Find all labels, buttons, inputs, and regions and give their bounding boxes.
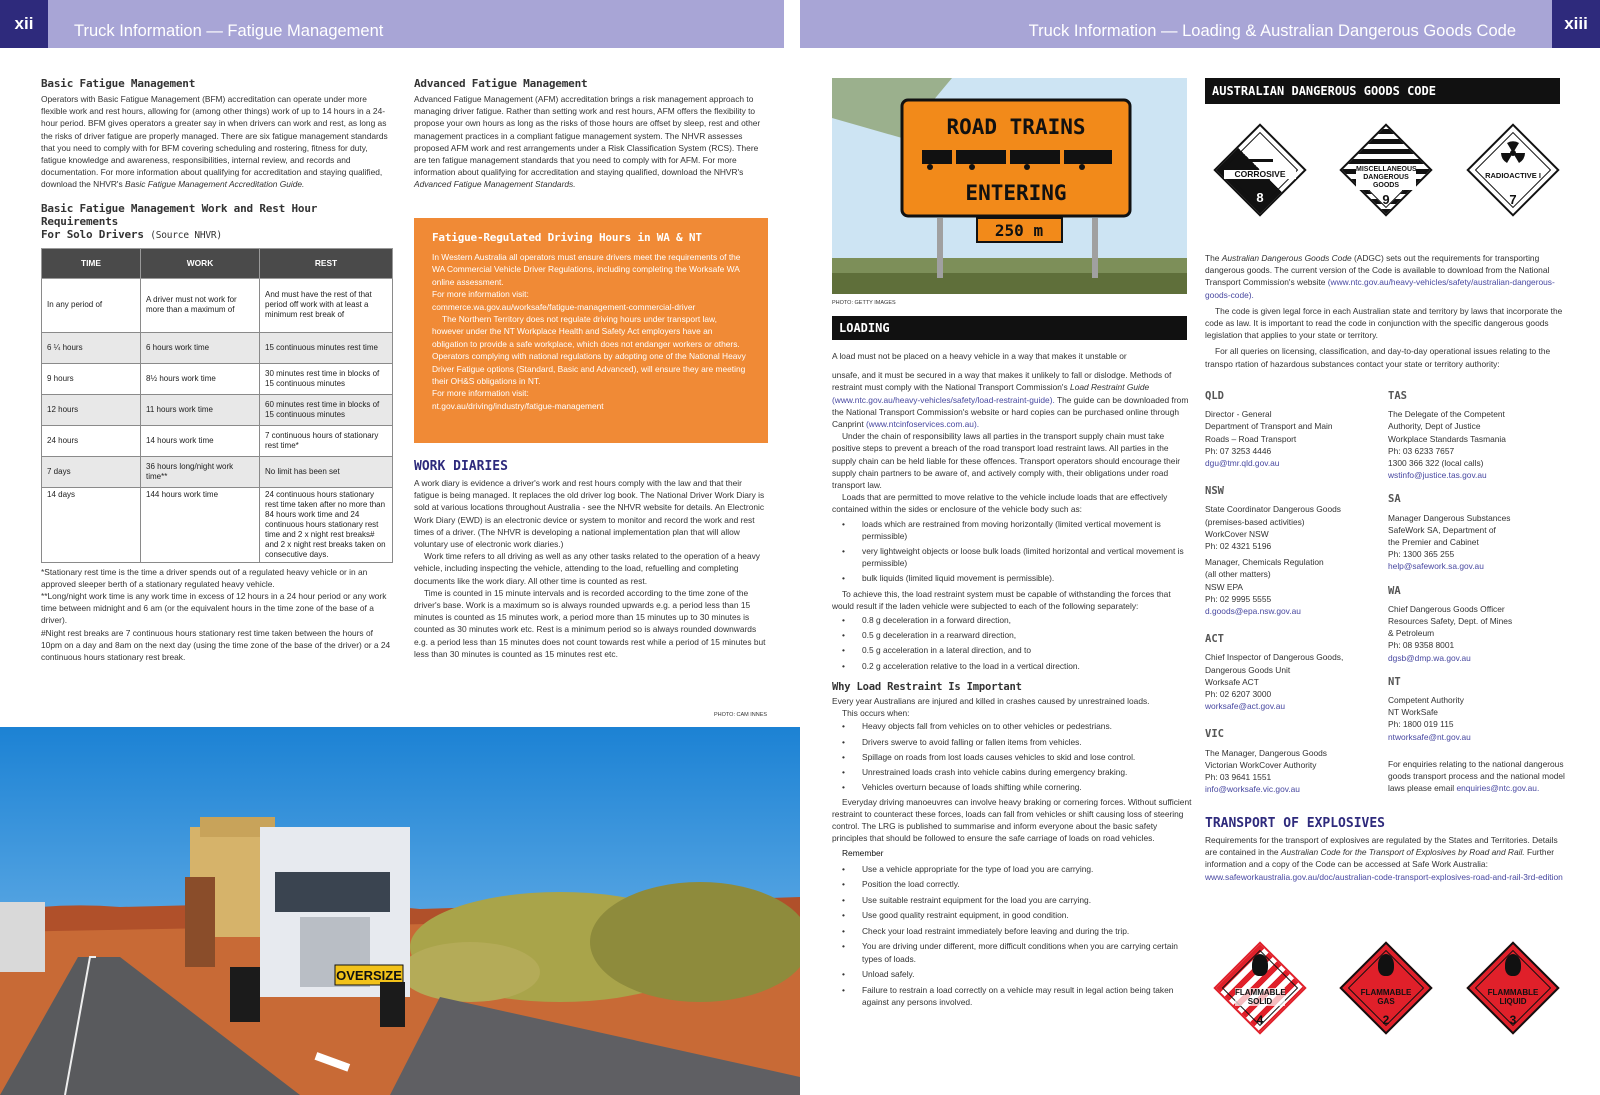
bfm-body <box>41 93 393 191</box>
contact-vic <box>1205 728 1385 795</box>
table-title <box>41 202 393 242</box>
contact-line: Ph: 1800 019 115 <box>1388 719 1454 730</box>
loading-p2 <box>832 369 1192 430</box>
nt-link[interactable]: nt.gov.au/driving/industry/fatigue-management <box>432 400 604 411</box>
contact-line: Roads – Road Transport <box>1205 433 1297 444</box>
list-item: • You are driving under different, more difficult conditions when you are carrying certain types of loads. <box>832 940 1192 965</box>
list-item: • Use suitable restraint equipment for the load you are carrying. <box>832 894 1192 907</box>
table-row <box>42 456 393 487</box>
list-item: • 0.8 g deceleration in a forward direction, <box>832 613 1192 628</box>
list-item: • 0.2 g acceleration relative to the load in a vertical direction. <box>832 659 1192 674</box>
loading-p2-text-b: The guide can be downloaded from the National Transport Commission's website or hard copies can be purchased online through Canprint <box>832 394 1189 430</box>
explosives-body <box>1205 834 1565 883</box>
permitted-loads-list <box>832 518 1192 585</box>
flame-icon <box>1505 954 1521 976</box>
table-cell: A driver must not work for more than a maximum of <box>141 278 260 332</box>
table-cell: 9 hours <box>42 363 141 394</box>
flammable-gas-label: FLAMMABLE GAS <box>1360 988 1412 1006</box>
contact-email-link[interactable]: d.goods@epa.nsw.gov.au <box>1205 606 1301 617</box>
contact-line: Ph: 03 6233 7657 <box>1388 445 1455 456</box>
state-heading: ACT <box>1205 633 1224 646</box>
explosives-link[interactable]: www.safeworkaustralia.gov.au/doc/australian-code-transport-explosives-road-and-rail-3rd-edition <box>1205 871 1563 882</box>
bfm-title: Basic Fatigue Management <box>41 77 196 90</box>
wa-nt-info-box <box>414 218 768 443</box>
adgc-p3: For all queries on licensing, classification, and day-to-day operational issues relating to the transpo rtation of hazardous substances contact your state or territory authority: <box>1205 346 1551 369</box>
sign-corrosive <box>1210 120 1310 220</box>
flame-icon <box>1378 954 1394 976</box>
contacts-left-column <box>1205 390 1385 795</box>
corrosive-icon <box>1247 148 1273 162</box>
afm-section <box>414 77 768 191</box>
table-row <box>42 278 393 332</box>
remember-label: Remember <box>842 848 884 859</box>
work-diaries-section <box>414 459 768 660</box>
enquiries-text <box>1388 758 1566 795</box>
table-title-line1: Basic Fatigue Management Work and Rest Hour Requirements <box>41 201 318 228</box>
col-header-rest: REST <box>260 248 393 278</box>
contact-line: WorkCover NSW <box>1205 528 1269 539</box>
contact-email-link[interactable]: worksafe@act.gov.au <box>1205 701 1286 712</box>
contact-line: State Coordinator Dangerous Goods <box>1205 504 1341 515</box>
adgc-title-bar: AUSTRALIAN DANGEROUS GOODS CODE <box>1205 78 1560 104</box>
table-source: (Source NHVR) <box>150 229 222 241</box>
orange-box-title: Fatigue-Regulated Driving Hours in WA & NT <box>432 231 702 244</box>
list-item: • Spillage on roads from lost loads causes vehicles to skid and lose control. <box>832 750 1192 765</box>
contact-line: the Premier and Cabinet <box>1388 537 1479 548</box>
list-item: • Drivers swerve to avoid falling or fallen items from vehicles. <box>832 735 1192 750</box>
table-row <box>42 487 393 562</box>
col-header-work: WORK <box>141 248 260 278</box>
fatigue-hours-table <box>41 248 393 563</box>
work-diaries-body <box>414 477 768 660</box>
table-cell: And must have the rest of that period off work with at least a minimum rest break of <box>260 278 393 332</box>
list-item: • Heavy objects fall from vehicles on to other vehicles or pedestrians. <box>832 719 1192 734</box>
adgc-p1-text-b: (ADGC) sets out the requirements for transporting dangerous goods. The current version of the Code is available to download from the National Transport Commission's website <box>1205 253 1550 288</box>
contact-line: Authority, Dept of Justice <box>1388 421 1481 432</box>
left-page-number: xii <box>0 0 48 48</box>
work-diaries-p3: Time is counted in 15 minute intervals and is recorded according to the time zone of the driver's base. Work is a maximum so is always rounded upwards e.g. a period less than 15 minutes is counted as 15 minutes work, a period more than 15 minutes up to 30 minutes is counted as 30 minutes work etc. Rest is a minimum period so is always rounded downwards e.g. a period less than 15 minutes does not count towards rest while a period of 15 minutes but less than 30 minutes is counted as 15 minutes rest etc. <box>414 587 766 659</box>
contact-line: Workplace Standards Tasmania <box>1388 433 1506 444</box>
table-cell: 6 ¼ hours <box>42 332 141 363</box>
contact-line: & Petroleum <box>1388 628 1435 639</box>
explosives-code-title: Australian Code for the Transport of Explosives by Road and Rail. <box>1280 847 1525 858</box>
sign-line-entering: ENTERING <box>965 181 1067 205</box>
list-item: • Use good quality restraint equipment, in good condition. <box>832 909 1192 922</box>
explosives-title: TRANSPORT OF EXPLOSIVES <box>1205 816 1386 831</box>
afm-title: Advanced Fatigue Management <box>414 77 588 90</box>
contact-tas <box>1388 390 1566 481</box>
table-row <box>42 363 393 394</box>
list-item: • Use a vehicle appropriate for the type of load you are carrying. <box>832 863 1192 876</box>
flammable-solid-class-number: 4 <box>1256 1013 1264 1027</box>
table-cell: 7 days <box>42 456 141 487</box>
bfm-guide-title: Basic Fatigue Management Accreditation Guide. <box>125 179 305 190</box>
adgc-link[interactable]: (www.ntc.gov.au/heavy-vehicles/safety/australian-dangerous-goods-code). <box>1205 277 1555 300</box>
list-item: • Unload safely. <box>832 968 1192 981</box>
loading-p2-text: unsafe, and it must be secured in a way that makes it unlikely to fall or dislodge. Methods of restraint must comply with the National Transport Commission's <box>832 370 1172 393</box>
loading-title-bar: LOADING <box>832 316 1187 340</box>
right-header-title: Truck Information — Loading & Australian Dangerous Goods Code <box>1028 22 1516 40</box>
table-cell: No limit has been set <box>260 456 393 487</box>
nt-more-info: For more information visit: <box>432 388 529 399</box>
contact-line: Resources Safety, Dept. of Mines <box>1388 616 1513 627</box>
table-cell: 30 minutes rest time in blocks of 15 continuous minutes <box>260 363 393 394</box>
work-diaries-p2: Work time refers to all driving as well as any other tasks related to the operation of a heavy vehicle, including inspecting the vehicle, attending to the load, refuelling and completing documents like the work diary. All other time is counted as rest. <box>414 551 760 586</box>
table-row <box>42 425 393 456</box>
contact-line: (premises-based activities) <box>1205 516 1305 527</box>
loading-p3: Under the chain of responsibility laws all parties in the transport supply chain must take positive steps to prevent a breach of the road transport load restraint laws. All parties in the supply chain can be held liable for these offences. Transport operators should encourage their supply chain partners to be aware of, and actively comply with, their obligations under road transport law. <box>832 431 1181 491</box>
table-notes <box>41 566 393 664</box>
contact-line: (all other matters) <box>1205 569 1271 580</box>
loading-p4: Loads that are permitted to move relative to the vehicle include loads that are effectively contained within the sides or enclosure of the vehicle body such as: <box>832 492 1168 515</box>
loading-p5: To achieve this, the load restraint system must be capable of withstanding the forces that would result if the laden vehicle were subjected to each of the following separately: <box>832 588 1171 611</box>
contact-email-link[interactable]: help@safework.sa.gov.au <box>1388 561 1484 572</box>
contact-line: SafeWork SA, Department of <box>1388 524 1496 535</box>
contact-nsw <box>1205 485 1385 617</box>
state-heading: SA <box>1388 493 1401 506</box>
why-p2: This occurs when: <box>842 708 910 719</box>
loading-section <box>832 350 1192 1009</box>
contact-email-link[interactable]: wstinfo@justice.tas.gov.au <box>1388 470 1487 481</box>
table-title-line2: For Solo Drivers <box>41 227 144 241</box>
afm-body-text: Advanced Fatigue Management (AFM) accreditation brings a risk management approach to managing driver fatigue. Rather than setting work and rest hours, AFM offers the flexibility to propose your own hours as long as the risks of those hours are offset by sleep, rest and other management practices in a compliant fatigue management system. The NHVR assesses proposed AFM work and rest arrangements under a Risk Classification System (RCS). There are ten fatigue management standards that you need to comply with for AFM. For more information about qualifying for accreditation and staying qualified, download the NHVR's <box>414 94 761 178</box>
contact-line: 1300 366 322 (local calls) <box>1388 458 1484 469</box>
explosives-section <box>1205 816 1565 883</box>
why-restraint-title: Why Load Restraint Is Important <box>832 680 1022 693</box>
contact-email-link[interactable]: dgsb@dmp.wa.gov.au <box>1388 652 1471 663</box>
wa-link[interactable]: commerce.wa.gov.au/worksafe/fatigue-management-commercial-driver <box>432 301 696 312</box>
corrosive-class-number: 8 <box>1256 190 1264 205</box>
table-cell: 24 hours <box>42 425 141 456</box>
photo-credit-cam: PHOTO: CAM INNES <box>714 712 768 718</box>
state-heading: NSW <box>1205 485 1224 498</box>
list-item: • Vehicles overturn because of loads shifting while cornering. <box>832 780 1192 795</box>
lrg-link[interactable]: (www.ntc.gov.au/heavy-vehicles/safety/load-restraint-guide). <box>832 394 1055 405</box>
contact-nt <box>1388 676 1566 743</box>
contact-line: Manager Dangerous Substances <box>1388 512 1511 523</box>
adgc-body <box>1205 252 1563 370</box>
explosives-text-b: Further information and a copy of the Code can be accessed at Safe Work Australia: <box>1205 847 1555 870</box>
contact-line: The Manager, Dangerous Goods <box>1205 747 1327 758</box>
table-note: #Night rest breaks are 7 continuous hours stationary rest time taken between the hours of 10pm on a day and 8am on the next day (using the time zone of the base of the driver) or a 24 continuous hours stationary rest break. <box>41 627 391 663</box>
list-item: • bulk liquids (limited liquid movement is permissible). <box>832 572 1192 584</box>
flammable-liquid-label: FLAMMABLE LIQUID <box>1487 988 1539 1006</box>
corrosive-label: CORROSIVE <box>1224 170 1296 179</box>
list-item: • Failure to restrain a load correctly on a vehicle may result in legal action being taken against any persons involved. <box>832 984 1192 1009</box>
nt-paragraph: The Northern Territory does not regulate driving hours under transport law, however under the NT Workplace Health and Safety Act employers have an obligation to provide a safe workplace, which does not endanger workers or others. Operators complying with national regulations by adopting one of the National Heavy Driver Fatigue options (Standard, Basic and Advanced), will ensure they are meeting their OH&S obligations in NT. <box>432 314 746 387</box>
explosives-text-a: Requirements for the transport of explosives are regulated by the States and Territories. Details are contained in the <box>1205 835 1558 858</box>
table-note: **Long/night work time is any work time in excess of 12 hours in a 24 hour period or any work time between midnight and 6 am (or the equivalent hours in the time zone of the base of a driver). <box>41 591 387 626</box>
table-cell: In any period of <box>42 278 141 332</box>
contact-line: Victorian WorkCover Authority <box>1205 759 1317 770</box>
list-item: • Check your load restraint immediately before leaving and during the trip. <box>832 925 1192 938</box>
contact-line: Ph: 02 6207 3000 <box>1205 689 1272 700</box>
state-heading: VIC <box>1205 728 1224 741</box>
contact-line: Ph: 1300 365 255 <box>1388 549 1455 560</box>
road-train-sign-photo <box>832 78 1187 294</box>
table-row <box>42 394 393 425</box>
sign-flammable-solid <box>1210 938 1310 1038</box>
state-heading: WA <box>1388 584 1401 597</box>
why-p1: Every year Australians are injured and killed in crashes caused by unrestrained loads. <box>832 696 1150 707</box>
adgc-p2: The code is given legal force in each Australian state and territory by laws that incorporate the code as law. It is important to read the code in conjunction with the specific dangerous goods legislation that applies to your state or territory. <box>1205 305 1563 341</box>
contact-email-link[interactable]: info@worksafe.vic.gov.au <box>1205 784 1300 795</box>
list-item: • loads which are restrained from moving horizontally (limited vertical movement is permissible) <box>832 518 1192 542</box>
contact-line: Director - General <box>1205 409 1272 420</box>
radioactive-class-number: 7 <box>1509 192 1517 207</box>
contact-wa <box>1388 585 1566 664</box>
radioactive-icon <box>1500 140 1526 166</box>
sign-radioactive <box>1463 120 1563 220</box>
canprint-link[interactable]: (www.ntcinfoservices.com.au). <box>865 419 980 430</box>
contact-line: Worksafe ACT <box>1205 676 1259 687</box>
table-note: *Stationary rest time is the time a driver spends out of a regulated heavy vehicle or in an approved sleeper berth of a stationary regulated heavy vehicle. <box>41 566 368 589</box>
contact-act <box>1205 633 1385 712</box>
table-cell: 144 hours work time <box>141 487 260 562</box>
list-item: • 0.5 g acceleration in a lateral direction, and to <box>832 643 1192 658</box>
enquiries-email-link[interactable]: enquiries@ntc.gov.au. <box>1456 783 1540 794</box>
work-diaries-p1: A work diary is evidence a driver's work and rest hours comply with the law and that their fatigue is being managed. It replaces the old driver log book. The National Driver Work Diary is sold at various locations throughout Australia - see the NHVR website for details. An Electronic Work Diary (EWD) is an electronic device or system to monitor and record the work and rest times of a driver. (The NHVR is developing a national implementation plan that will allow voluntary use of electronic work diaries.) <box>414 478 765 550</box>
contact-email-link[interactable]: dgu@tmr.qld.gov.au <box>1205 458 1280 469</box>
contact-email-link[interactable]: ntworksafe@nt.gov.au <box>1388 731 1471 742</box>
sign-flammable-liquid <box>1463 938 1563 1038</box>
flammable-gas-class-number: 2 <box>1382 1013 1390 1027</box>
table-cell: 36 hours long/night work time** <box>141 456 260 487</box>
col-header-time: TIME <box>42 248 141 278</box>
remember-list <box>832 863 1192 1009</box>
contact-line: NSW EPA <box>1205 581 1244 592</box>
table-row <box>42 332 393 363</box>
contact-line: Chief Dangerous Goods Officer <box>1388 603 1505 614</box>
table-cell: 14 hours work time <box>141 425 260 456</box>
sign-miscellaneous <box>1336 120 1436 220</box>
flame-icon <box>1252 954 1268 976</box>
bfm-body-text: Operators with Basic Fatigue Management (BFM) accreditation can operate under more flexible work and rest hours, allowing for (among other things) work of up to 14 hours in a 24-hour period. BFM gives operators a greater say in when drivers can work and rest, as long as the risks of driver fatigue are properly managed. There are six fatigue management standards that you need to comply with for BFM covering scheduling and rostering, fitness for duty, fatigue knowledge and awareness, responsibilities, internal review, and records and documentation. For more information about qualifying for accreditation and staying qualified, download the NHVR's <box>41 94 388 190</box>
list-item: • 0.5 g deceleration in a rearward direction, <box>832 628 1192 643</box>
why-p3: Everyday driving manoeuvres can involve heavy braking or cornering forces. Without sufficient restraint to counteract these forces, loads can fall from vehicles or shift causing loss of steering control. The LRG is published to summarise and inform everyone about the basic safety principles that should be followed to ensure the safe carriage of loads on road vehicles. <box>832 796 1192 844</box>
contact-line: Ph: 08 9358 8001 <box>1388 640 1455 651</box>
contact-line: Chief Inspector of Dangerous Goods, <box>1205 652 1344 663</box>
contact-line: The Delegate of the Competent <box>1388 409 1505 420</box>
adgc-p1 <box>1205 252 1563 301</box>
photo-credit-getty: PHOTO: GETTY IMAGES <box>832 300 896 306</box>
sign-flammable-gas <box>1336 938 1436 1038</box>
oversize-sign: OVERSIZE <box>336 968 402 983</box>
contact-line: Department of Transport and Main <box>1205 421 1333 432</box>
occurs-when-list <box>832 719 1192 795</box>
work-diaries-title: WORK DIARIES <box>414 459 508 474</box>
afm-standards-title: Advanced Fatigue Management Standards. <box>414 179 576 190</box>
bfm-section <box>41 77 393 663</box>
contact-line: Manager, Chemicals Regulation <box>1205 557 1324 568</box>
radioactive-label: RADIOACTIVE I <box>1485 171 1541 180</box>
table-cell: 8½ hours work time <box>141 363 260 394</box>
table-cell: 14 days <box>42 487 141 562</box>
state-heading: NT <box>1388 675 1401 688</box>
orange-box-body <box>432 251 750 412</box>
contact-line: Competent Authority <box>1388 695 1464 706</box>
table-cell: 15 continuous minutes rest time <box>260 332 393 363</box>
list-item: • Unrestrained loads crash into vehicle cabins during emergency braking. <box>832 765 1192 780</box>
miscellaneous-class-number: 9 <box>1382 192 1390 207</box>
table-cell: 12 hours <box>42 394 141 425</box>
miscellaneous-label: MISCELLANEOUS DANGEROUS GOODS <box>1356 166 1417 189</box>
contact-line: NT WorkSafe <box>1388 707 1438 718</box>
adgc-p1-text-a: The <box>1205 253 1220 263</box>
sign-line-road-trains: ROAD TRAINS <box>946 115 1086 139</box>
load-restraint-guide-title: Load Restraint Guide <box>1070 382 1150 393</box>
table-cell: 6 hours work time <box>141 332 260 363</box>
loading-p1: A load must not be placed on a heavy vehicle in a way that makes it unstable or <box>832 351 1127 361</box>
right-page-number: xiii <box>1552 0 1600 48</box>
contact-qld <box>1205 390 1385 469</box>
contact-line: Ph: 02 9995 5555 <box>1205 593 1272 604</box>
flammable-liquid-class-number: 3 <box>1509 1013 1517 1027</box>
state-heading: TAS <box>1388 390 1407 402</box>
table-cell: 11 hours work time <box>141 394 260 425</box>
state-heading: QLD <box>1205 390 1224 402</box>
contact-line: Dangerous Goods Unit <box>1205 664 1291 675</box>
wa-paragraph: In Western Australia all operators must ensure drivers meet the requirements of the WA Commercial Vehicle Driver Regulations, including completing the Worksafe WA online assessment. <box>432 252 741 287</box>
table-cell: 60 minutes rest time in blocks of 15 continuous minutes <box>260 394 393 425</box>
contact-line: Ph: 02 4321 5196 <box>1205 541 1272 552</box>
flammable-solid-label: FLAMMABLE SOLID <box>1235 988 1286 1006</box>
afm-body <box>414 93 768 191</box>
contact-line: Ph: 03 9641 1551 <box>1205 772 1272 783</box>
wa-more-info: For more information visit: <box>432 289 529 300</box>
list-item: • very lightweight objects or loose bulk loads (limited horizontal and vertical movement is permissible) <box>832 545 1192 569</box>
contact-line: Ph: 07 3253 4446 <box>1205 445 1272 456</box>
table-cell: 24 continuous hours stationary rest time taken after no more than 84 hours work time and 24 continuous hours stationary rest time and 2 x night rest breaks# and 2 x night rest breaks taken on consecutive days. <box>260 487 393 562</box>
forces-list <box>832 613 1192 674</box>
enquiries-body: For enquiries relating to the national dangerous goods transport process and the national model laws please email <box>1388 758 1565 794</box>
contacts-right-column <box>1388 390 1566 794</box>
sign-distance: 250 m <box>994 221 1044 240</box>
adgc-title-italic: Australian Dangerous Goods Code <box>1221 253 1352 263</box>
truck-photo <box>0 727 800 1095</box>
list-item: • Position the load correctly. <box>832 878 1192 891</box>
left-header-title: Truck Information — Fatigue Management <box>74 22 384 40</box>
table-cell: 7 continuous hours of stationary rest time* <box>260 425 393 456</box>
contact-sa <box>1388 493 1566 572</box>
